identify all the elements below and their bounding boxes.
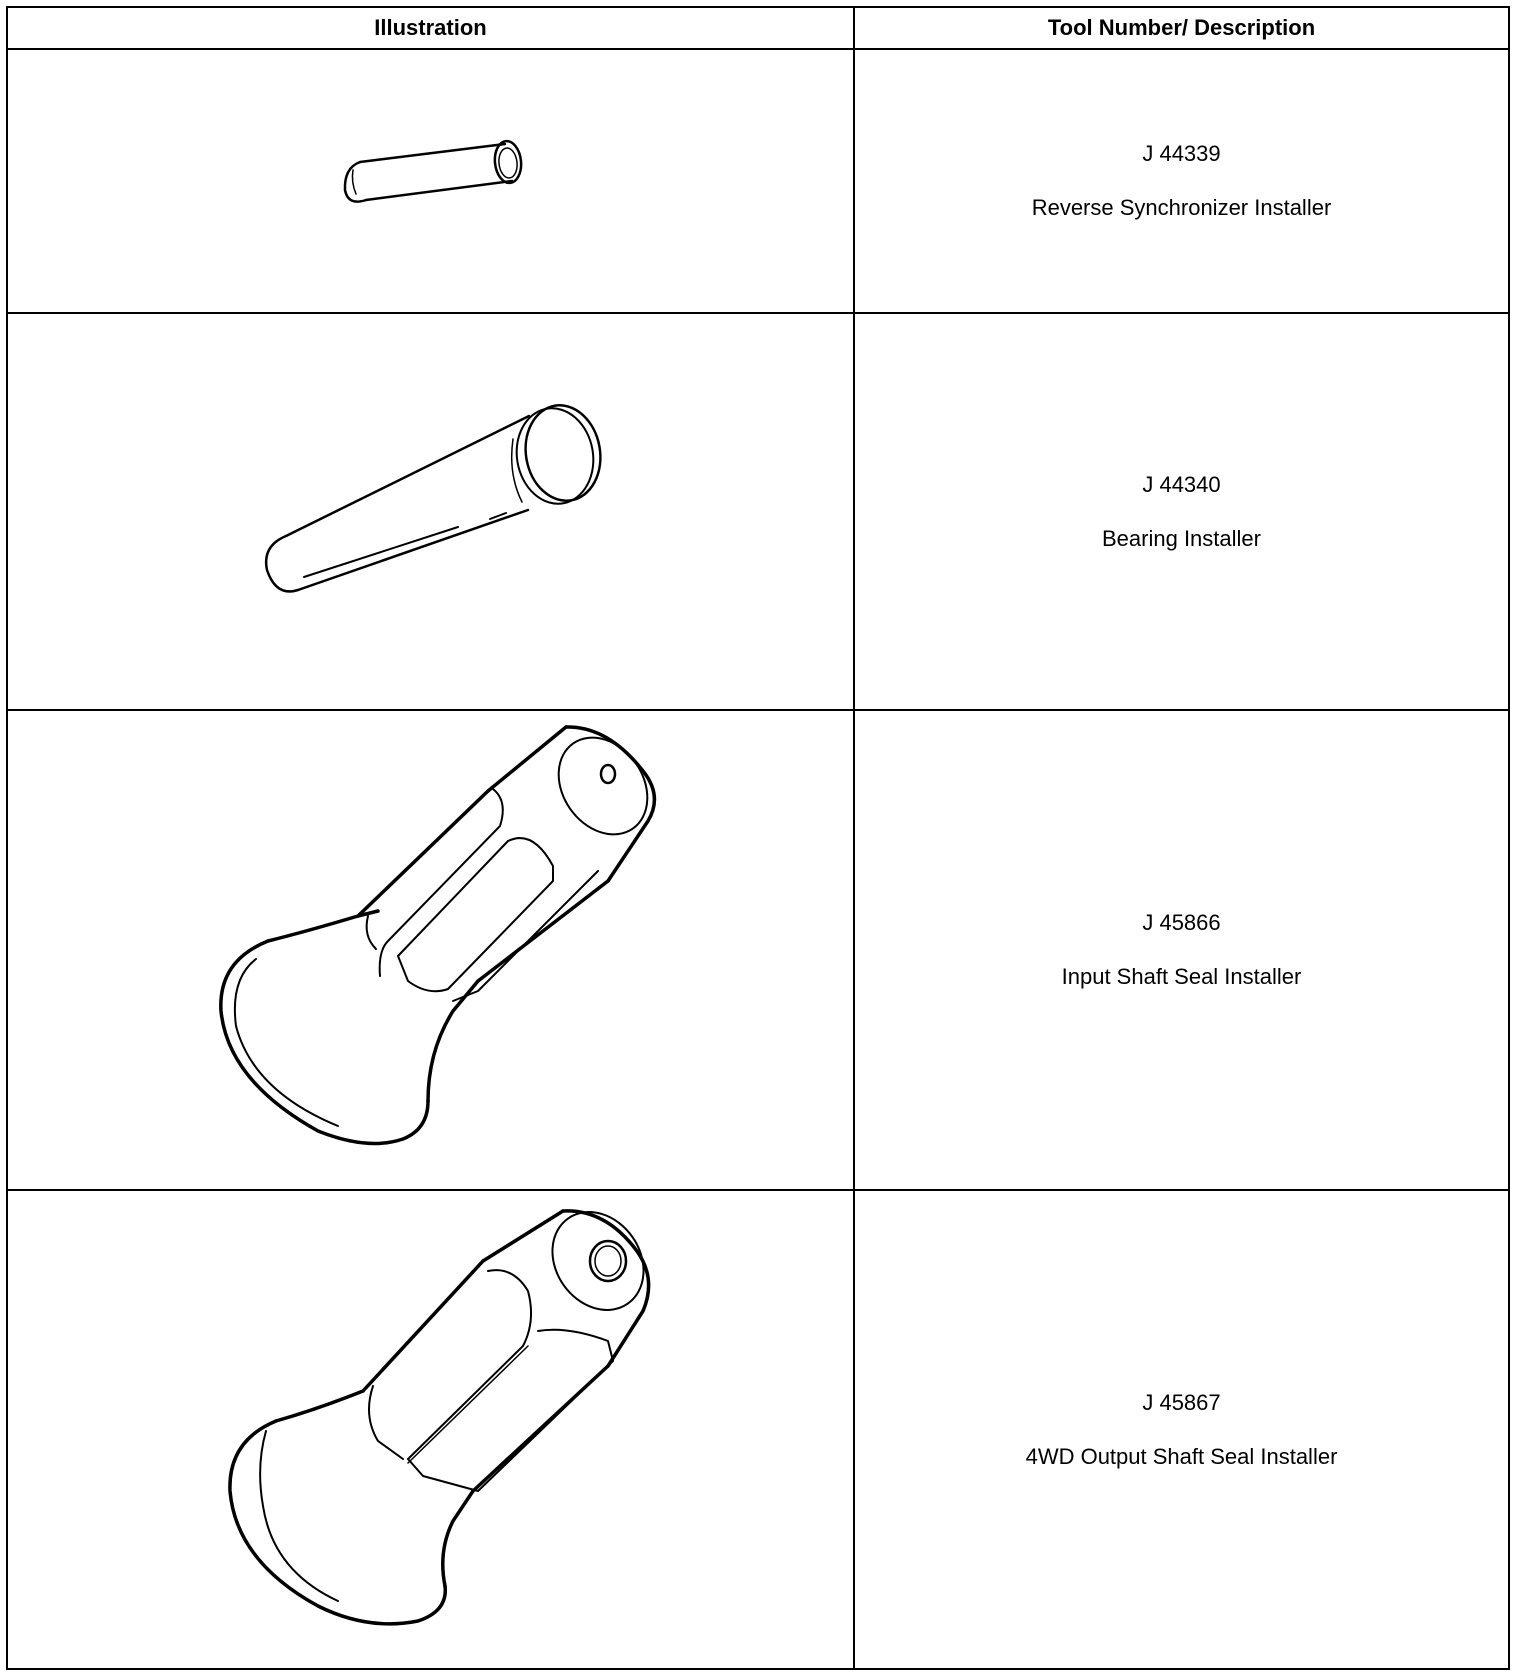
tool-number: J 44340 [1142, 471, 1221, 497]
tool-number: J 45867 [1142, 1389, 1221, 1415]
description-cell [854, 710, 1509, 1190]
table-row [7, 313, 1509, 710]
illustration-cell [7, 313, 854, 710]
seal-installer-icon [8, 711, 853, 1189]
tapered-rod-tool-icon [8, 314, 853, 709]
tool-name: Reverse Synchronizer Installer [1031, 195, 1332, 220]
table-row [7, 1190, 1509, 1669]
description-cell [854, 49, 1509, 313]
sleeve-tool-icon [8, 50, 853, 312]
tool-number: J 45866 [1142, 910, 1221, 935]
table-row [7, 710, 1509, 1190]
description-cell [854, 1190, 1509, 1669]
tool-number: J 44339 [1142, 141, 1221, 166]
illustration-cell [7, 710, 854, 1190]
seal-installer-icon [8, 1191, 853, 1668]
description-cell [854, 313, 1509, 710]
special-tools-table [6, 6, 1510, 1670]
illustration-header: Illustration [7, 7, 854, 49]
tool-name: Bearing Installer [1102, 525, 1261, 551]
tool-name: 4WD Output Shaft Seal Installer [1025, 1443, 1338, 1469]
table-row [7, 49, 1509, 313]
header-row [7, 7, 1509, 49]
description-header: Tool Number/ Description [854, 7, 1509, 49]
illustration-cell [7, 49, 854, 313]
illustration-cell [7, 1190, 854, 1669]
tool-name: Input Shaft Seal Installer [1061, 964, 1302, 989]
